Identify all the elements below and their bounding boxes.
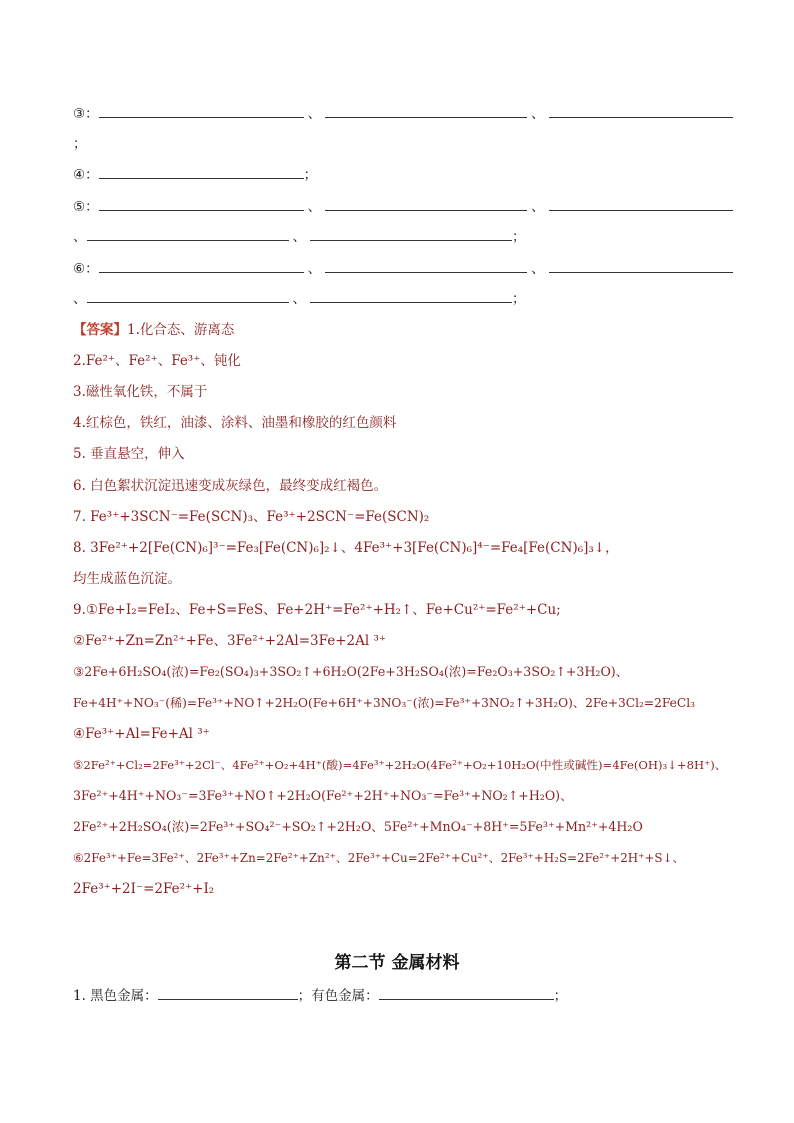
- answer-line-8: 8. 3Fe²⁺+2[Fe(CN)₆]³⁻=Fe₃[Fe(CN)₆]₂↓、4Fe³⁺+3[Fe(CN)₆]⁴⁻=Fe₄[Fe(CN)₆]₃↓，: [73, 540, 619, 556]
- blank-row-3-end: [73, 134, 87, 154]
- question-1: [73, 985, 567, 1006]
- fill-blank[interactable]: [99, 103, 304, 118]
- blank-row-3: [73, 103, 733, 124]
- separator: 、: [531, 261, 545, 277]
- semicolon: ；: [512, 229, 526, 245]
- fill-blank[interactable]: [325, 258, 527, 273]
- answer-line-7: 7. Fe³⁺+3SCN⁻=Fe(SCN)₃、Fe³⁺+2SCN⁻=Fe(SCN)₂: [73, 509, 430, 525]
- fill-blank[interactable]: [310, 226, 512, 241]
- separator: 、: [73, 229, 87, 245]
- fill-blank[interactable]: [87, 226, 289, 241]
- fill-blank[interactable]: [99, 196, 304, 211]
- answer-line-12: Fe+4H⁺+NO₃⁻(稀)=Fe³⁺+NO↑+2H₂O(Fe+6H⁺+3NO₃⁻(浓)=Fe³⁺+3NO₂↑+3H₂O)、2Fe+3Cl₂=2FeCl₃: [73, 696, 695, 710]
- semicolon: ；: [73, 136, 87, 152]
- separator: 、: [307, 106, 322, 122]
- fill-blank[interactable]: [158, 985, 298, 1000]
- fill-blank[interactable]: [549, 196, 733, 211]
- fill-blank[interactable]: [99, 258, 304, 273]
- blank-row-6b: [73, 288, 526, 309]
- fill-blank[interactable]: [549, 103, 733, 118]
- question-prefix: 1. 黑色金属：: [73, 988, 158, 1004]
- fill-blank[interactable]: [99, 164, 304, 179]
- answer-line-6: 6. 白色絮状沉淀迅速变成灰绿色，最终变成红褐色。: [73, 478, 388, 494]
- answer-line-11: ③2Fe+6H₂SO₄(浓)=Fe₂(SO₄)₃+3SO₂↑+6H₂O(2Fe+3H₂SO₄(浓)=Fe₂O₃+3SO₂↑+3H₂O)、: [73, 664, 629, 679]
- item-marker-3: ③：: [73, 106, 99, 122]
- blank-row-5: [73, 196, 733, 217]
- blank-row-4: [73, 164, 317, 185]
- separator: 、: [531, 199, 545, 215]
- answer-line-2: 2.Fe²⁺、Fe²⁺、Fe³⁺、钝化: [73, 353, 241, 369]
- fill-blank[interactable]: [379, 985, 554, 1000]
- answer-line-3: 3.磁性氧化铁，不属于: [73, 384, 208, 400]
- answer-label: 【答案】: [73, 322, 127, 338]
- separator: 、: [307, 261, 322, 277]
- fill-blank[interactable]: [325, 196, 527, 211]
- answer-line-5: 5. 垂直悬空，伸入: [73, 446, 185, 462]
- answer-line-18: 2Fe³⁺+2I⁻=2Fe²⁺+I₂: [73, 881, 215, 897]
- answer-text: 1.化合态、游离态: [127, 322, 235, 338]
- question-mid: ；有色金属：: [297, 988, 379, 1004]
- answer-line-1: [73, 320, 234, 340]
- semicolon: ；: [303, 167, 318, 183]
- answer-line-13: ④Fe³⁺+Al=Fe+Al ³⁺: [73, 726, 210, 742]
- blank-row-6: [73, 258, 733, 279]
- fill-blank[interactable]: [87, 288, 289, 303]
- separator: 、: [292, 291, 306, 307]
- fill-blank[interactable]: [325, 103, 527, 118]
- answer-line-4: 4.红棕色，铁红，油漆、涂料、油墨和橡胶的红色颜料: [73, 415, 397, 431]
- blank-row-5b: [73, 226, 526, 247]
- section-title: 第二节 金属材料: [334, 953, 460, 973]
- answer-line-14: ⑤2Fe²⁺+Cl₂=2Fe³⁺+2Cl⁻、4Fe²⁺+O₂+4H⁺(酸)=4Fe³⁺+2H₂O(4Fe²⁺+O₂+10H₂O(中性或碱性)=4Fe(OH)₃↓+8H⁺)、: [73, 758, 727, 772]
- answer-line-17: ⑥2Fe³⁺+Fe=3Fe²⁺、2Fe³⁺+Zn=2Fe²⁺+Zn²⁺、2Fe³⁺+Cu=2Fe²⁺+Cu²⁺、2Fe³⁺+H₂S=2Fe²⁺+2H⁺+S↓、: [73, 851, 685, 865]
- separator: 、: [292, 229, 306, 245]
- answer-line-8b: 均生成蓝色沉淀。: [73, 571, 181, 587]
- fill-blank[interactable]: [549, 258, 733, 273]
- answer-line-10: ②Fe²⁺+Zn=Zn²⁺+Fe、3Fe²⁺+2Al=3Fe+2Al ³⁺: [73, 633, 387, 649]
- fill-blank[interactable]: [310, 288, 512, 303]
- semicolon: ；: [512, 291, 526, 307]
- separator: 、: [73, 291, 87, 307]
- answer-line-9: 9.①Fe+I₂=FeI₂、Fe+S=FeS、Fe+2H⁺=Fe²⁺+H₂↑、Fe+Cu²⁺=Fe²⁺+Cu;: [73, 602, 561, 618]
- separator: 、: [531, 106, 545, 122]
- answer-line-16: 2Fe²⁺+2H₂SO₄(浓)=2Fe³⁺+SO₄²⁻+SO₂↑+2H₂O、5Fe²⁺+MnO₄⁻+8H⁺=5Fe³⁺+Mn²⁺+4H₂O: [73, 819, 643, 834]
- separator: 、: [307, 199, 322, 215]
- semicolon: ；: [553, 988, 568, 1004]
- answer-line-15: 3Fe²⁺+4H⁺+NO₃⁻=3Fe³⁺+NO↑+2H₂O(Fe²⁺+2H⁺+NO₃⁻=Fe³⁺+NO₂↑+H₂O)、: [73, 788, 573, 803]
- item-marker-4: ④：: [73, 167, 99, 183]
- item-marker-6: ⑥：: [73, 261, 99, 277]
- item-marker-5: ⑤：: [73, 199, 99, 215]
